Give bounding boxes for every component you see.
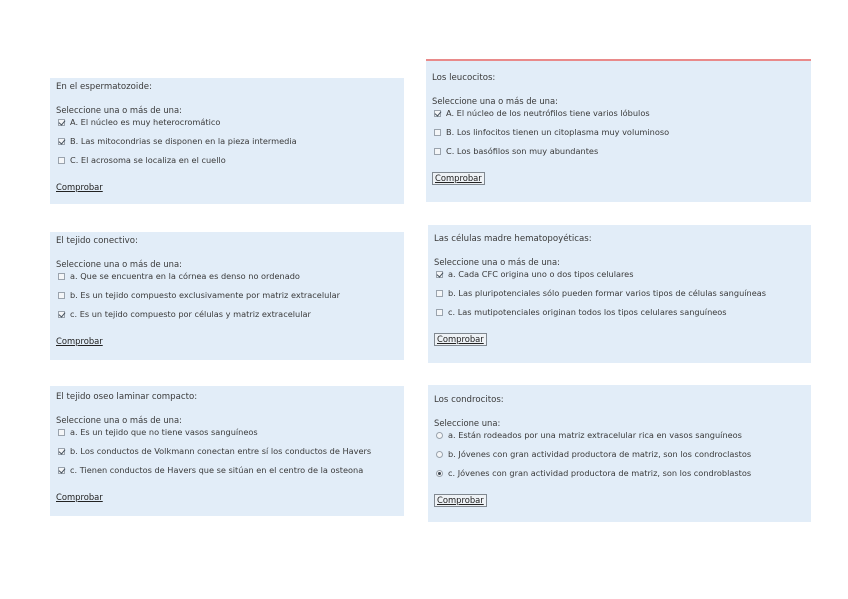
- checkbox[interactable]: [436, 290, 443, 297]
- option-a[interactable]: [432, 108, 805, 127]
- option-a[interactable]: [56, 117, 398, 136]
- question-card-condrocitos: [428, 385, 811, 522]
- option-label: B. Los linfocitos tienen un citoplasma muy voluminoso: [446, 127, 670, 137]
- check-button[interactable]: Comprobar: [434, 333, 487, 346]
- question-prompt: Seleccione una:: [434, 418, 501, 428]
- question-card-tejido-oseo: [50, 386, 404, 516]
- question-card-celulas-madre: [428, 225, 811, 363]
- question-prompt: Seleccione una o más de una:: [434, 257, 560, 267]
- option-b[interactable]: [434, 288, 805, 307]
- checkbox[interactable]: [436, 309, 443, 316]
- checkbox[interactable]: [434, 129, 441, 136]
- checkbox[interactable]: [434, 148, 441, 155]
- option-label: b. Las pluripotenciales sólo pueden formar varios tipos de células sanguíneas: [448, 288, 767, 298]
- radio-button-selected[interactable]: [436, 470, 443, 477]
- checkbox[interactable]: [58, 429, 65, 436]
- question-card-leucocitos: [426, 59, 811, 202]
- option-c[interactable]: [56, 155, 398, 174]
- option-label: c. Las mutipotenciales originan todos los tipos celulares sanguíneos: [448, 307, 727, 317]
- option-label: a. Que se encuentra en la córnea es denso no ordenado: [70, 271, 300, 281]
- check-button[interactable]: Comprobar: [56, 492, 103, 502]
- question-text: El tejido oseo laminar compacto:: [56, 392, 198, 402]
- checkbox[interactable]: [58, 292, 65, 299]
- question-prompt: Seleccione una o más de una:: [432, 96, 558, 106]
- option-label: b. Los conductos de Volkmann conectan entre sí los conductos de Havers: [70, 446, 372, 456]
- option-label: b. Jóvenes con gran actividad productora de matriz, son los condroclastos: [448, 449, 752, 459]
- radio-button[interactable]: [436, 432, 443, 439]
- option-a[interactable]: [434, 430, 805, 449]
- question-text: Las células madre hematopoyéticas:: [434, 234, 592, 244]
- option-label: A. El núcleo es muy heterocromático: [70, 117, 221, 127]
- option-c[interactable]: [56, 309, 398, 328]
- option-b[interactable]: [434, 449, 805, 468]
- checkbox-checked[interactable]: [58, 448, 65, 455]
- option-c[interactable]: [434, 468, 805, 487]
- option-label: a. Es un tejido que no tiene vasos sanguíneos: [70, 427, 258, 437]
- question-text: Los condrocitos:: [434, 395, 504, 405]
- option-b[interactable]: [56, 136, 398, 155]
- option-c[interactable]: [56, 465, 398, 484]
- check-button[interactable]: Comprobar: [56, 336, 103, 346]
- option-b[interactable]: [56, 446, 398, 465]
- option-label: A. El núcleo de los neutrófilos tiene varios lóbulos: [446, 108, 650, 118]
- option-b[interactable]: [56, 290, 398, 309]
- option-a[interactable]: [56, 271, 398, 290]
- option-a[interactable]: [56, 427, 398, 446]
- option-label: c. Jóvenes con gran actividad productora de matriz, son los condroblastos: [448, 468, 752, 478]
- option-label: c. Es un tejido compuesto por células y matriz extracelular: [70, 309, 311, 319]
- option-label: c. Tienen conductos de Havers que se sitúan en el centro de la osteona: [70, 465, 364, 475]
- checkbox-checked[interactable]: [58, 467, 65, 474]
- checkbox-checked[interactable]: [434, 110, 441, 117]
- question-text: Los leucocitos:: [432, 73, 496, 83]
- check-button[interactable]: Comprobar: [56, 182, 103, 192]
- checkbox-checked[interactable]: [58, 119, 65, 126]
- checkbox[interactable]: [58, 273, 65, 280]
- option-a[interactable]: [434, 269, 805, 288]
- option-label: a. Cada CFC origina uno o dos tipos celulares: [448, 269, 634, 279]
- check-button[interactable]: Comprobar: [432, 172, 485, 185]
- checkbox-checked[interactable]: [58, 138, 65, 145]
- checkbox-checked[interactable]: [58, 311, 65, 318]
- check-button[interactable]: Comprobar: [434, 494, 487, 507]
- radio-button[interactable]: [436, 451, 443, 458]
- question-text: El tejido conectivo:: [56, 236, 138, 246]
- option-label: a. Están rodeados por una matriz extracelular rica en vasos sanguíneos: [448, 430, 742, 440]
- question-prompt: Seleccione una o más de una:: [56, 415, 182, 425]
- option-c[interactable]: [434, 307, 805, 326]
- question-prompt: Seleccione una o más de una:: [56, 259, 182, 269]
- question-text: En el espermatozoide:: [56, 82, 152, 92]
- option-label: C. El acrosoma se localiza en el cuello: [70, 155, 226, 165]
- option-label: C. Los basófilos son muy abundantes: [446, 146, 599, 156]
- option-b[interactable]: [432, 127, 805, 146]
- option-label: b. Es un tejido compuesto exclusivamente por matriz extracelular: [70, 290, 340, 300]
- checkbox-checked[interactable]: [436, 271, 443, 278]
- question-card-espermatozoide: [50, 78, 404, 204]
- checkbox[interactable]: [58, 157, 65, 164]
- question-prompt: Seleccione una o más de una:: [56, 105, 182, 115]
- option-c[interactable]: [432, 146, 805, 165]
- question-card-tejido-conectivo: [50, 232, 404, 360]
- option-label: B. Las mitocondrias se disponen en la pieza intermedia: [70, 136, 297, 146]
